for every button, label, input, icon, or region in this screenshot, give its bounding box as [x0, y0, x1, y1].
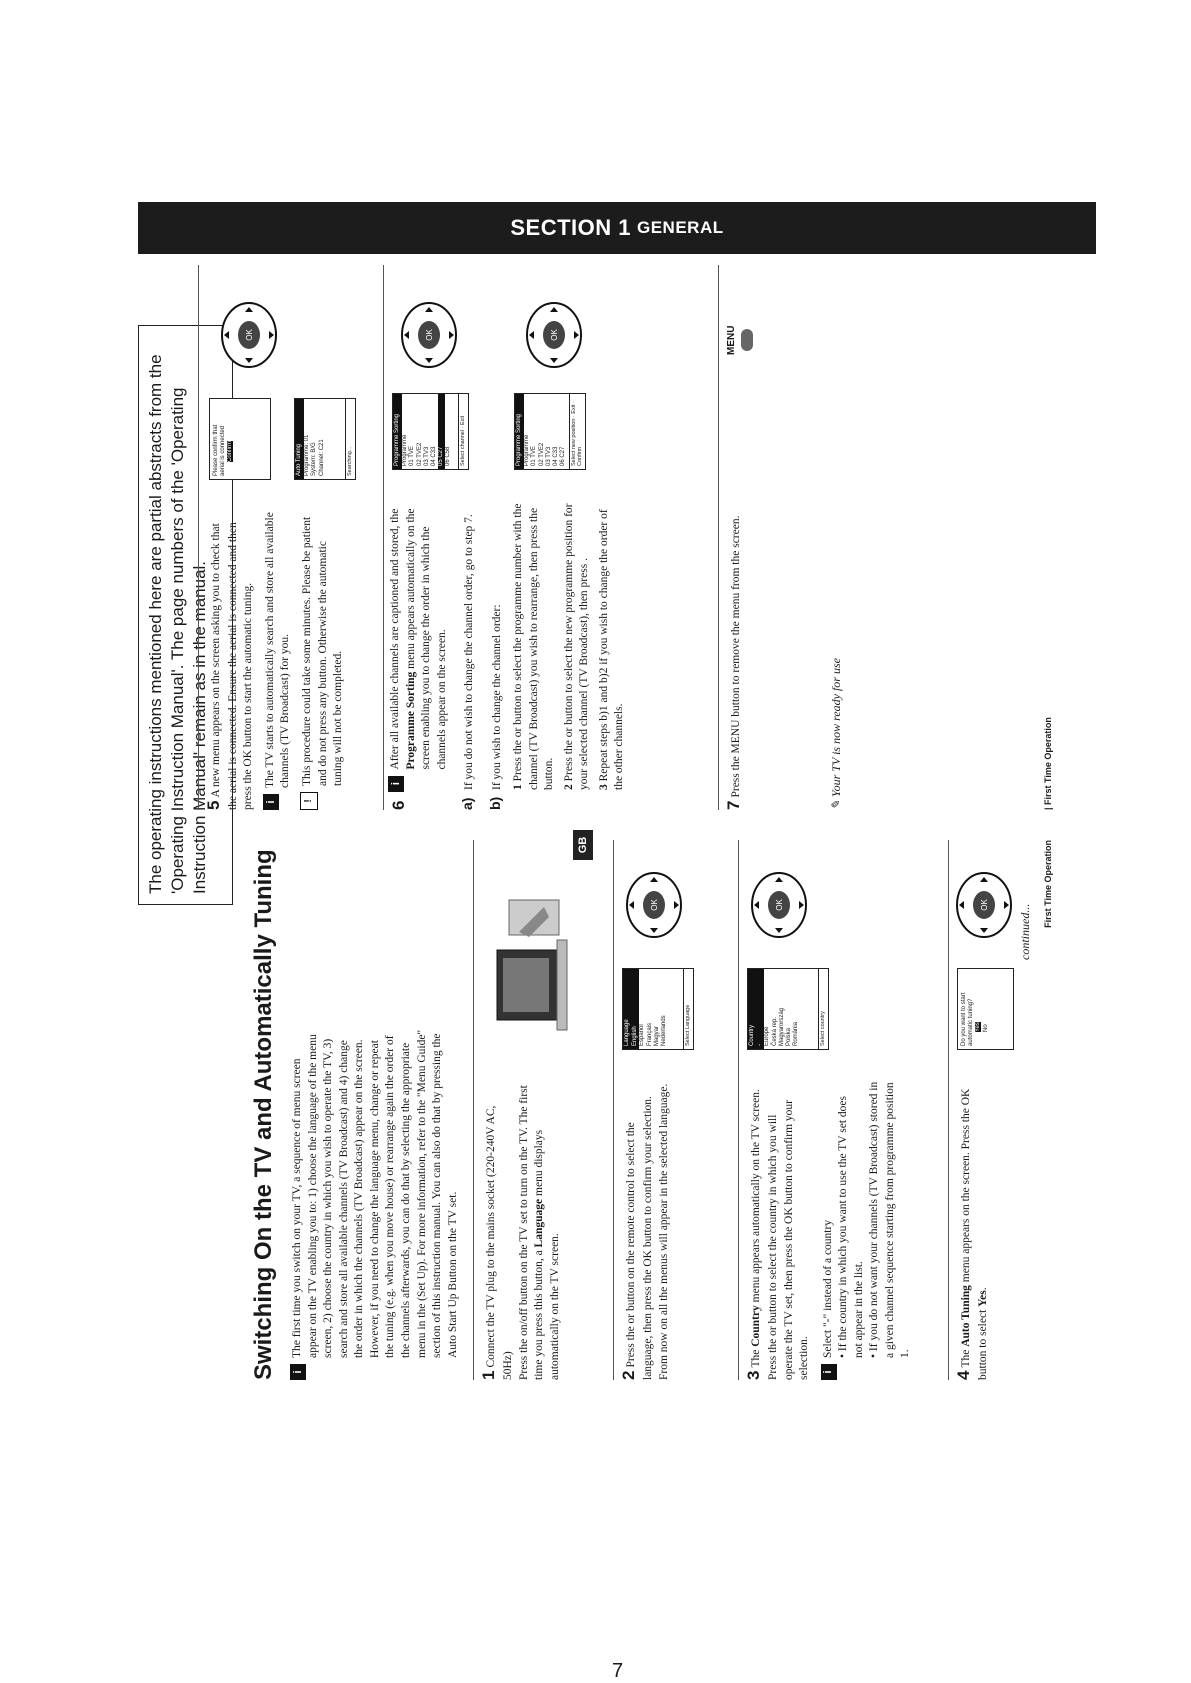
step-2 — [613, 840, 738, 1380]
section-banner — [138, 202, 1096, 254]
language-option: Español — [639, 1024, 646, 1046]
sorting-footer: Select new position · Exit · Confirm — [569, 394, 585, 469]
language-option: English — [632, 969, 639, 1049]
country-menu-screen — [747, 968, 829, 1050]
footer-right: | First Time Operation — [1043, 717, 1053, 810]
step-5-warning-text: This procedure could take some minutes. Please be patient and do not press any button. Otherwise the automatic tuning will not be completed. — [301, 516, 345, 786]
country-option: Magyarország — [778, 1007, 785, 1046]
step-3-bullet: • If you do not want your channels (TV Broadcast) stored in a given channel sequence starting from programme position 1. — [868, 1081, 912, 1358]
step-6-a-label: a) — [459, 797, 476, 810]
step-3-text-b: menu appears automatically on the TV screen. Press the or button to select the country in which you will operate the TV set, then press the OK button to confirm your selection. — [750, 1089, 811, 1380]
step-5-number: 5 — [204, 800, 223, 810]
step-6-b2: 2 Press the or button to select the new programme position for your selected channel (TV Broadcast), then press . — [562, 503, 591, 790]
aerial-confirm: Confirm — [227, 440, 234, 462]
sorting-row: 03 TV3 — [423, 446, 430, 466]
section-number: SECTION 1 — [510, 215, 631, 240]
step-7-text: Press the MENU button to remove the menu from the screen. — [730, 515, 742, 798]
continued-text: continued... — [1018, 903, 1032, 960]
tuning-status: Searching... — [345, 399, 355, 479]
language-option: Français — [646, 1022, 653, 1046]
remote-pad-icon — [219, 300, 279, 370]
sorting-title: Programme Sorting — [515, 394, 524, 469]
step-1-bold: Language — [533, 1198, 546, 1248]
autotune-no: No — [982, 1024, 989, 1032]
step-6-a — [458, 500, 478, 810]
step-1-number: 1 — [479, 1370, 499, 1380]
sorting-header: Programme — [524, 434, 531, 466]
info-icon: i — [290, 1364, 306, 1380]
sorting-row: 03 TV3 — [545, 446, 552, 466]
country-option: România — [793, 1021, 800, 1046]
step-5-note — [263, 510, 294, 810]
tv-plug-illustration — [489, 890, 589, 1040]
step-1 — [473, 840, 613, 1380]
step-6-b1: 1 Press the or button to select the programme number with the channel (TV Broadcast) you wish to rearrange, then press the button. — [512, 503, 556, 790]
left-column — [248, 840, 1043, 1380]
country-menu-title: Country — [748, 969, 757, 1049]
step-6-note-b: menu appears automatically on the screen enabling you to change the order in which the channels appear on the screen. — [404, 508, 448, 770]
info-icon: i — [263, 794, 279, 810]
country-option: Europe — [764, 1026, 771, 1046]
tuning-title: Auto Tuning — [295, 399, 304, 479]
remote-pad-icon — [524, 300, 584, 370]
info-icon: i — [821, 1364, 837, 1380]
page-title: Switching On the TV and Automatically Tuning — [250, 849, 277, 1380]
sorting-row: 04 C33 — [552, 446, 559, 466]
ready-text: Your TV is now ready for use — [829, 658, 843, 797]
step-7-number: 7 — [724, 800, 743, 810]
sorting-row: 05 C27 — [438, 394, 445, 469]
country-option: Česká rep. — [771, 1016, 778, 1046]
step-4-text-c: . — [977, 1287, 989, 1291]
country-menu-footer: Select country — [818, 969, 828, 1049]
step-4-bold: Auto Tuning — [960, 1285, 973, 1347]
step-1-text-a: Connect the TV plug to the mains socket (220-240V AC, 50Hz) — [485, 1105, 514, 1380]
step-6-b-label: b) — [486, 796, 503, 810]
step-2-text: Press the or button on the remote control to select the language, then press the OK button to confirm your selection. From now on all the menus will appear in the selected language. — [625, 1083, 670, 1380]
intro-note — [290, 840, 465, 1380]
step-5 — [198, 265, 383, 810]
step-3-note-title: Select "-" instead of a country — [821, 1219, 834, 1358]
pencil-icon: ✎ — [829, 799, 843, 810]
step-3-text-a: The — [750, 1346, 763, 1368]
tuning-value: B/G — [311, 442, 318, 453]
step-4-text-a: The — [960, 1346, 973, 1368]
rotated-page — [138, 260, 1078, 1430]
remote-pad-icon — [399, 300, 459, 370]
step-1-text-b: Press the on/off button on the TV set to turn on the TV. The first time you press this button, a — [517, 1085, 546, 1380]
tuning-label: Programme: — [304, 442, 311, 476]
sorting-footer: Select channel · Exit — [458, 394, 468, 469]
autotune-ask-screen — [957, 968, 1014, 1050]
language-menu-footer: Select Language — [683, 969, 693, 1049]
autotune-yes: Yes — [975, 1022, 982, 1032]
step-3-note — [821, 1080, 914, 1380]
menu-button-label: MENU — [726, 325, 737, 355]
aerial-line: Please confirm that — [213, 424, 219, 476]
step-6-b-text: If you wish to change the channel order: — [490, 604, 503, 790]
remote-pad-icon — [749, 870, 809, 940]
sorting-row: 01 TVE — [531, 446, 538, 466]
aerial-line: aerial is connected — [220, 425, 227, 476]
step-2-number: 2 — [619, 1370, 639, 1380]
svg-text:OK: OK — [650, 899, 660, 911]
svg-text:OK: OK — [425, 329, 434, 341]
step-6-note-a: After all available channels are captioned and stored, the — [389, 508, 401, 770]
tuning-label: Channel: — [318, 451, 325, 476]
sorting-row: 06 C27 — [560, 446, 567, 466]
sorting-title: Programme Sorting — [393, 394, 402, 469]
info-icon: i — [388, 776, 404, 792]
step-3-bold: Country — [750, 1305, 763, 1347]
tuning-label: System: — [311, 454, 318, 476]
step-6-bold: Programme Sorting — [404, 671, 417, 770]
sorting-header: Programme — [402, 434, 409, 466]
step-3 — [738, 840, 948, 1380]
autotune-ask-line: automatic tuning? — [968, 998, 975, 1046]
tuning-value: 01 — [304, 434, 311, 442]
step-5-warning — [300, 510, 347, 810]
svg-text:OK: OK — [775, 899, 785, 911]
step-4-text-b: menu appears on the screen. Press the OK button to select — [960, 1088, 989, 1380]
section-title: GENERAL — [637, 218, 724, 237]
step-7 — [718, 265, 803, 810]
svg-text:OK: OK — [550, 329, 559, 341]
language-menu-screen — [622, 968, 694, 1050]
page-number: 7 — [612, 1660, 624, 1682]
step-5-text: A new menu appears on the screen asking you to check that the aerial is connected. Ensure the aerial is connected and then press the OK button to start the automatic tuning. — [210, 522, 255, 810]
step-5-note-text: The TV starts to automatically search and store all available channels (TV Broadcast) for you. — [263, 512, 292, 788]
ready-note — [828, 265, 844, 810]
sorting-row: 01 TVE — [409, 446, 416, 466]
language-menu-title: Language — [623, 969, 632, 1049]
svg-text:OK: OK — [980, 899, 990, 911]
step-6-number: 6 — [389, 800, 408, 810]
sorting-row: 06 C58 — [445, 446, 452, 466]
step-6-b — [486, 500, 628, 810]
svg-text:OK: OK — [245, 329, 254, 341]
programme-sorting-screen-1 — [392, 393, 469, 470]
footer-left: First Time Operation — [1043, 840, 1053, 928]
step-6-note — [388, 500, 450, 810]
right-column — [198, 265, 844, 810]
step-6-a-text: If you do not wish to change the channel order, go to step 7. — [463, 514, 476, 790]
sorting-row: 04 C33 — [430, 446, 437, 466]
country-option: - — [757, 969, 764, 1049]
menu-button-illustration — [725, 326, 755, 355]
sorting-row: 02 TVE2 — [538, 442, 545, 466]
step-3-bullet: • If the country in which you want to use the TV set does not appear in the list. — [837, 1096, 865, 1358]
aerial-confirm-screen — [209, 398, 271, 480]
step-6 — [383, 265, 718, 810]
gb-badge: GB — [573, 830, 593, 860]
intro-text: The first time you switch on your TV, a sequence of menu screen appear on the TV enabling you to: 1) choose the language of the menu screen, 2) choose the country in which you wish to operate the TV, 3) search and store all available channels (TV Broadcast) and 4) change the order in which the channels (TV Broadcast) appear on the screen. However, if you need to change the language menu, change or repeat the tuning (e.g. when you move house) or rearrange again the order of the channels afterwards, you can do that by selecting the appropriate menu in the (Set Up). For more information, refer to the "Menu Guide" section of this instruction manual. You can also do that by pressing the Auto Start Up Button on the TV set. — [291, 1029, 459, 1358]
step-1-text-c: menu displays automatically on the TV screen. — [533, 1129, 561, 1380]
auto-tuning-screen — [294, 398, 356, 480]
menu-button-icon — [741, 329, 753, 351]
programme-sorting-screen-2 — [514, 393, 586, 470]
remote-pad-icon — [624, 870, 684, 940]
country-option: Polska — [786, 1027, 792, 1046]
remote-pad-icon — [954, 870, 1014, 940]
language-option: Nederlands — [661, 1015, 667, 1046]
notice-box: The operating instructions mentioned here are partial abstracts from the 'Operating Instruction Manual'. The page numbers of the 'Operating Instruction Manual' remain as in the manual. — [138, 325, 233, 905]
step-4-bold-yes: Yes — [977, 1290, 989, 1307]
language-option: Magyar — [653, 1025, 660, 1046]
warning-icon: ! — [300, 792, 318, 810]
step-6-b3: 3 Repeat steps b)1 and b)2 if you wish to change the order of the other channels. — [597, 509, 626, 790]
step-3-number: 3 — [744, 1370, 764, 1380]
autotune-ask-line: Do you want to start — [961, 992, 968, 1046]
sorting-row: 02 TVE2 — [416, 442, 423, 466]
tuning-value: C21 — [318, 439, 325, 451]
step-4-number: 4 — [954, 1370, 974, 1380]
